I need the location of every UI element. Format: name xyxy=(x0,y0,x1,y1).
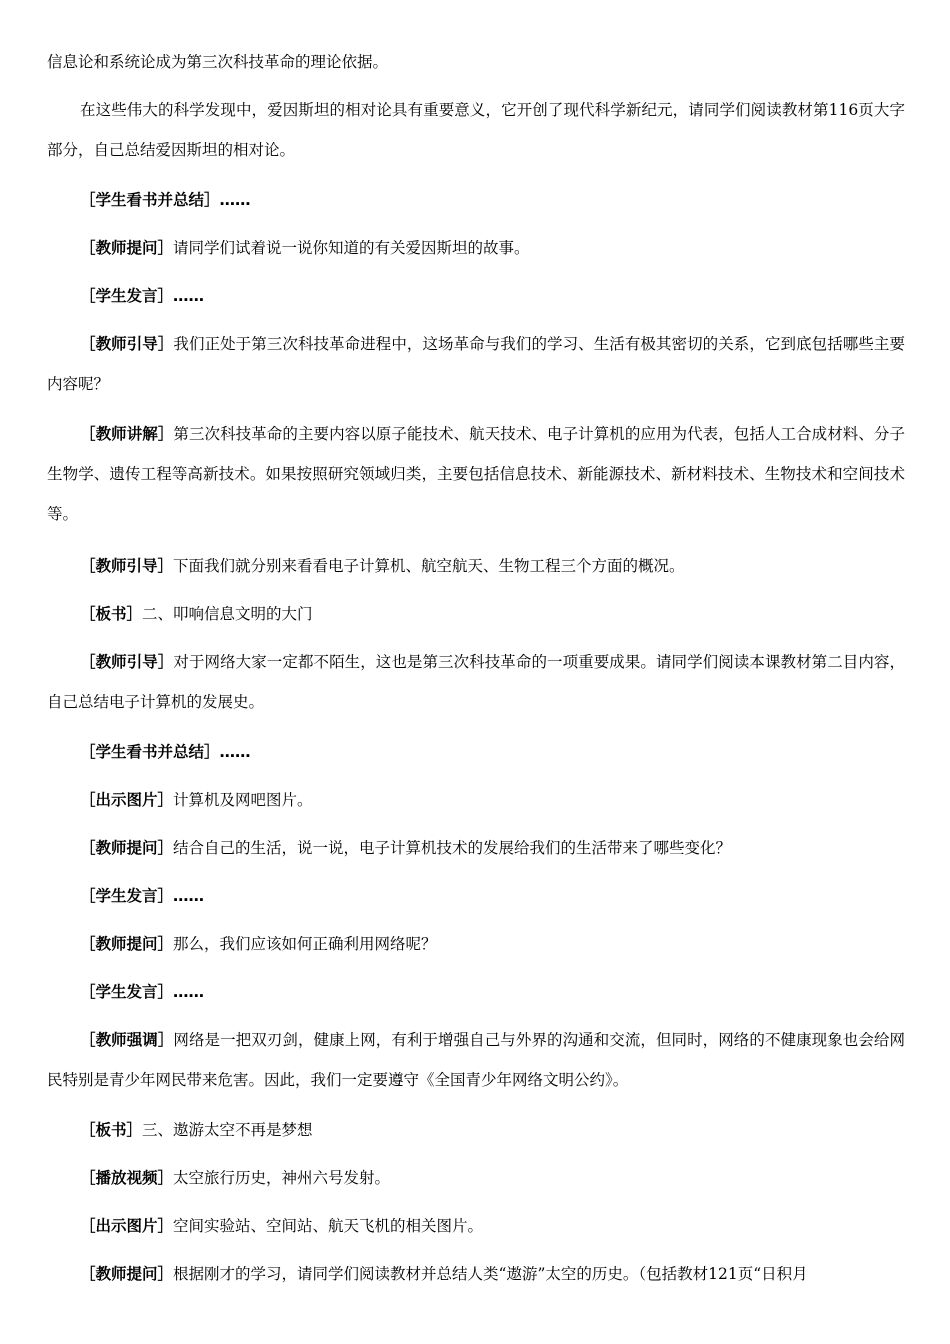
paragraph-3 xyxy=(47,180,905,220)
paragraph-12 xyxy=(47,780,905,820)
paragraph-18 xyxy=(47,1110,905,1150)
paragraph-tag: ［出示图片］ xyxy=(80,1217,174,1235)
paragraph-1 xyxy=(47,42,905,82)
paragraph-17 xyxy=(47,1020,905,1100)
paragraph-text: 太空旅行历史，神州六号发射。 xyxy=(173,1169,391,1187)
paragraph-6 xyxy=(47,324,905,404)
paragraph-8 xyxy=(47,546,905,586)
paragraph-9 xyxy=(47,594,905,634)
paragraph-text: 三、遨游太空不再是梦想 xyxy=(142,1121,313,1139)
paragraph-text: …… xyxy=(219,191,251,209)
paragraph-tag: ［教师强调］ xyxy=(80,1031,174,1049)
paragraph-tag: ［教师提问］ xyxy=(80,935,174,953)
paragraph-text: 二、叩响信息文明的大门 xyxy=(142,605,313,623)
paragraph-text: 在这些伟大的科学发现中，爱因斯坦的相对论具有重要意义，它开创了现代科学新纪元，请同学们阅读教材第116页大字部分，自己总结爱因斯坦的相对论。 xyxy=(47,101,905,159)
paragraph-tag: ［教师提问］ xyxy=(80,839,174,857)
paragraph-tag: ［学生看书并总结］ xyxy=(80,743,220,761)
paragraph-tag: ［播放视频］ xyxy=(80,1169,174,1187)
paragraph-text: 网络是一把双刃剑，健康上网，有利于增强自己与外界的沟通和交流，但同时，网络的不健康现象也会给网民特别是青少年网民带来危害。因此，我们一定要遵守《全国青少年网络文明公约》。 xyxy=(47,1031,905,1089)
paragraph-text: 计算机及网吧图片。 xyxy=(173,791,313,809)
paragraph-tag: ［教师引导］ xyxy=(80,335,174,353)
paragraph-13 xyxy=(47,828,905,868)
paragraph-text: …… xyxy=(173,887,205,905)
paragraph-text: …… xyxy=(173,287,205,305)
paragraph-text: …… xyxy=(219,743,251,761)
paragraph-text: 那么，我们应该如何正确利用网络呢？ xyxy=(173,935,437,953)
paragraph-text: 我们正处于第三次科技革命进程中，这场革命与我们的学习、生活有极其密切的关系，它到底包括哪些主要内容呢？ xyxy=(47,335,905,393)
paragraph-tag: ［教师提问］ xyxy=(80,1265,174,1283)
paragraph-tag: ［学生看书并总结］ xyxy=(80,191,220,209)
paragraph-4 xyxy=(47,228,905,268)
paragraph-5 xyxy=(47,276,905,316)
paragraph-tag: ［板书］ xyxy=(80,605,143,623)
paragraph-11 xyxy=(47,732,905,772)
paragraph-text: 对于网络大家一定都不陌生，这也是第三次科技革命的一项重要成果。请同学们阅读本课教材第二目内容，自己总结电子计算机的发展史。 xyxy=(47,653,905,711)
paragraph-tag: ［教师引导］ xyxy=(80,557,174,575)
paragraph-text: 根据刚才的学习，请同学们阅读教材并总结人类“遨游”太空的历史。（包括教材121页“日积月 xyxy=(173,1265,808,1283)
paragraph-text: 请同学们试着说一说你知道的有关爱因斯坦的故事。 xyxy=(173,239,530,257)
paragraph-text: 结合自己的生活，说一说，电子计算机技术的发展给我们的生活带来了哪些变化？ xyxy=(173,839,732,857)
paragraph-text: 第三次科技革命的主要内容以原子能技术、航天技术、电子计算机的应用为代表，包括人工合成材料、分子生物学、遗传工程等高新技术。如果按照研究领域归类，主要包括信息技术、新能源技术、新材料技术、生物技术和空间技术等。 xyxy=(47,425,905,523)
paragraph-tag: ［板书］ xyxy=(80,1121,143,1139)
paragraph-10 xyxy=(47,642,905,722)
paragraph-21 xyxy=(47,1254,905,1294)
paragraph-tag: ［教师引导］ xyxy=(80,653,174,671)
paragraph-text: …… xyxy=(173,983,205,1001)
paragraph-tag: ［学生发言］ xyxy=(80,983,174,1001)
paragraph-19 xyxy=(47,1158,905,1198)
paragraph-7 xyxy=(47,414,905,534)
paragraph-text: 空间实验站、空间站、航天飞机的相关图片。 xyxy=(173,1217,484,1235)
paragraph-tag: ［出示图片］ xyxy=(80,791,174,809)
paragraph-tag: ［学生发言］ xyxy=(80,287,174,305)
paragraph-2 xyxy=(47,90,905,170)
paragraph-tag: ［教师讲解］ xyxy=(80,425,174,443)
paragraph-20 xyxy=(47,1206,905,1246)
paragraph-15 xyxy=(47,924,905,964)
paragraph-tag: ［学生发言］ xyxy=(80,887,174,905)
paragraph-text: 下面我们就分别来看看电子计算机、航空航天、生物工程三个方面的概况。 xyxy=(173,557,685,575)
paragraph-16 xyxy=(47,972,905,1012)
paragraph-tag: ［教师提问］ xyxy=(80,239,174,257)
paragraph-14 xyxy=(47,876,905,916)
paragraph-text: 信息论和系统论成为第三次科技革命的理论依据。 xyxy=(47,53,389,71)
